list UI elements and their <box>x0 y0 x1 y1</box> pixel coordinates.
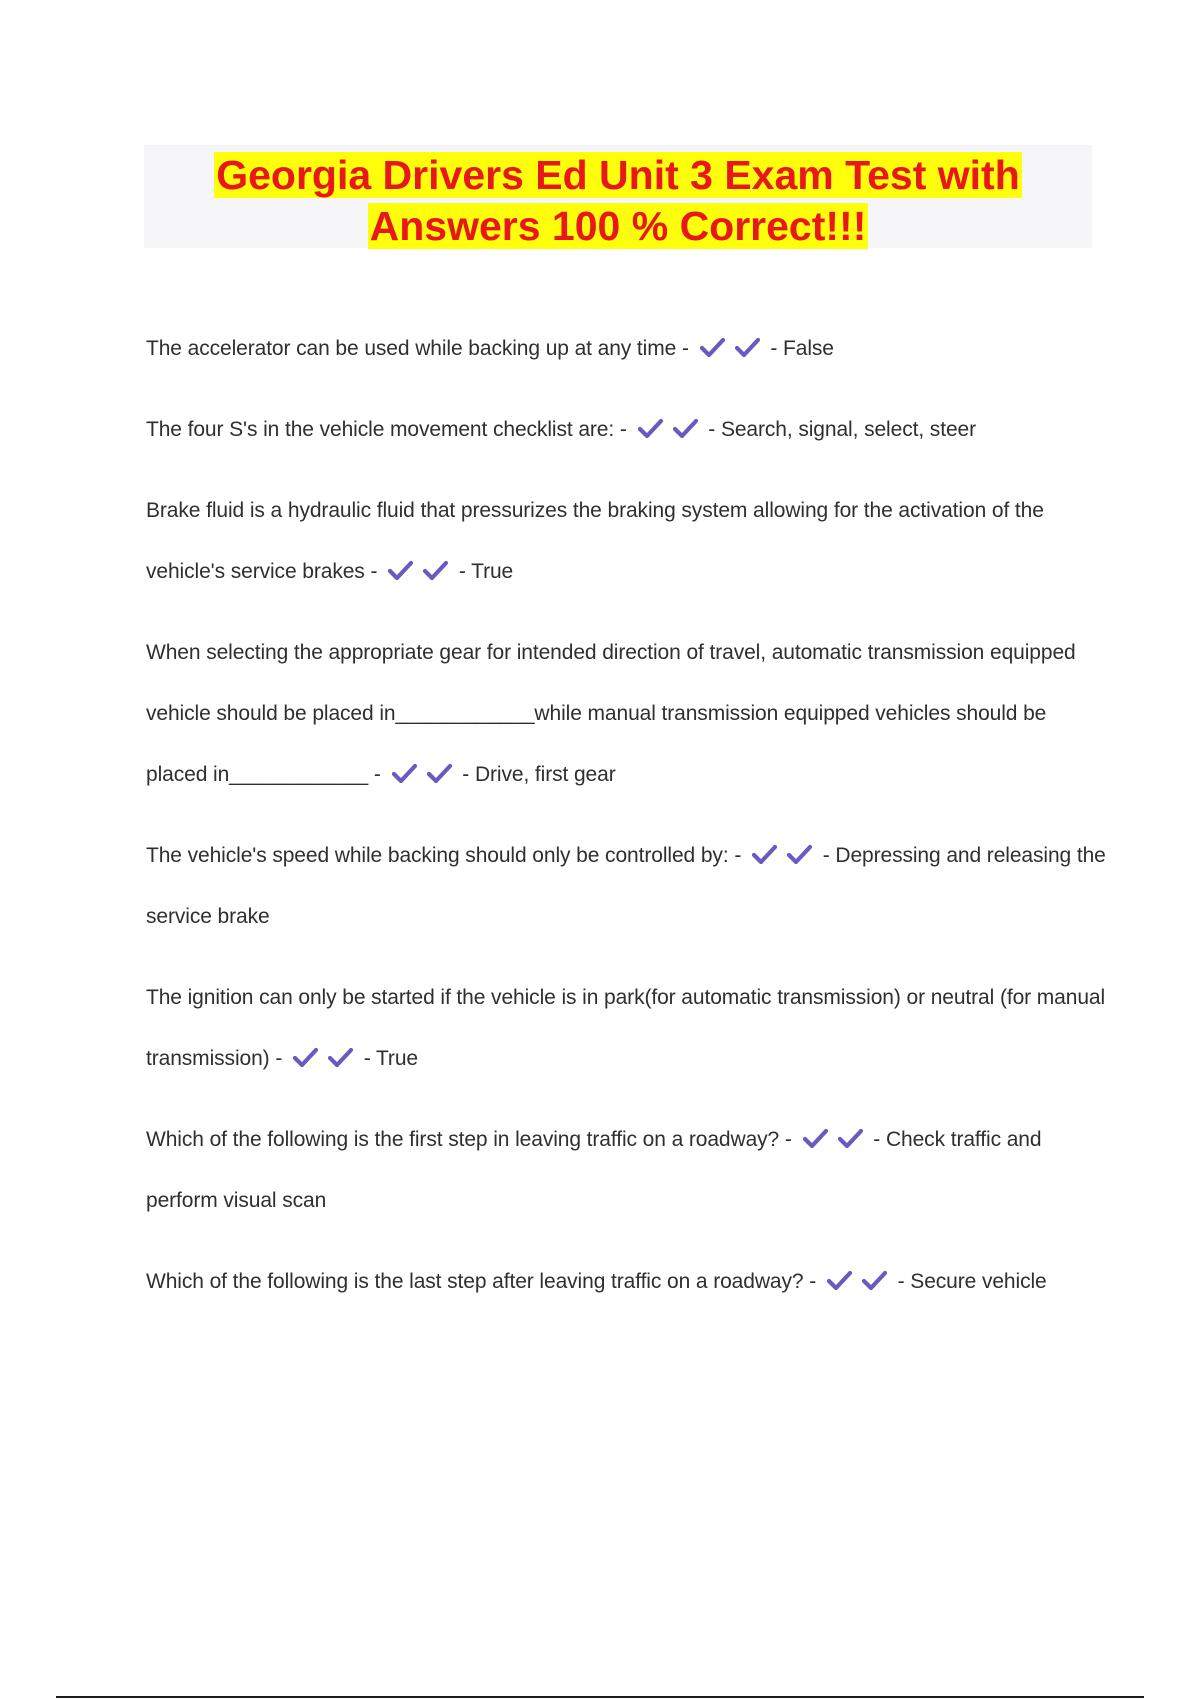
checkmark-icon <box>672 417 699 439</box>
question-text: The vehicle's speed while backing should only be controlled by: <box>146 844 729 867</box>
checkmark-icon <box>786 843 813 865</box>
checkmark-icon <box>826 1269 853 1291</box>
answer-text: False <box>783 337 834 360</box>
qa-item <box>146 399 1106 460</box>
separator: - <box>681 337 689 360</box>
answer-text: True <box>375 1047 418 1070</box>
qa-item <box>146 1251 1106 1312</box>
separator: - <box>734 844 742 867</box>
qa-item <box>146 622 1106 805</box>
checkmark-icon <box>292 1046 319 1068</box>
question-text: Which of the following is the first step in leaving traffic on a roadway? <box>146 1128 780 1151</box>
question-text: The four S's in the vehicle movement checklist are: <box>146 418 615 441</box>
question-text: Which of the following is the last step after leaving traffic on a roadway? <box>146 1270 804 1293</box>
checkmark-icon <box>637 417 664 439</box>
separator: - <box>275 1047 283 1070</box>
question-text: When selecting the appropriate gear for intended direction of travel, automatic transmission equipped vehicle should be placed in____________while manual transmission equipped vehicles should be placed in____________ <box>146 641 1076 786</box>
separator: - <box>822 844 830 867</box>
checkmark-icon <box>861 1269 888 1291</box>
footer-divider <box>56 1696 1144 1698</box>
separator: - <box>458 560 466 583</box>
title-line-2: Answers 100 % Correct!!! <box>369 203 867 249</box>
checkmark-icon <box>751 843 778 865</box>
separator: - <box>784 1128 792 1151</box>
separator: - <box>809 1270 817 1293</box>
separator: - <box>873 1128 881 1151</box>
answer-text: True <box>471 560 514 583</box>
qa-item <box>146 1109 1106 1231</box>
question-text: The ignition can only be started if the vehicle is in park(for automatic transmission) or neutral (for manual transmission) <box>146 986 1106 1070</box>
separator: - <box>363 1047 371 1070</box>
checkmark-icon <box>699 336 726 358</box>
title-banner <box>144 145 1092 248</box>
qa-item <box>146 967 1106 1089</box>
answer-text: Check traffic and perform visual scan <box>146 1128 1042 1212</box>
separator: - <box>770 337 778 360</box>
answer-text: Depressing and releasing the service brake <box>146 844 1106 928</box>
question-text: The accelerator can be used while backing up at any time <box>146 337 677 360</box>
checkmark-icon <box>422 559 449 581</box>
separator: - <box>370 560 378 583</box>
answer-text: Secure vehicle <box>910 1270 1047 1293</box>
separator: - <box>708 418 716 441</box>
separator: - <box>897 1270 905 1293</box>
question-answer-list <box>146 318 1106 1332</box>
checkmark-icon <box>426 762 453 784</box>
separator: - <box>462 763 470 786</box>
title-line-1: Georgia Drivers Ed Unit 3 Exam Test with <box>216 152 1020 198</box>
qa-item <box>146 480 1106 602</box>
answer-text: Drive, first gear <box>474 763 616 786</box>
checkmark-icon <box>327 1046 354 1068</box>
qa-item <box>146 318 1106 379</box>
qa-item <box>146 825 1106 947</box>
answer-text: Search, signal, select, steer <box>720 418 976 441</box>
checkmark-icon <box>387 559 414 581</box>
document-title <box>144 150 1092 252</box>
checkmark-icon <box>391 762 418 784</box>
separator: - <box>373 763 381 786</box>
question-text: Brake fluid is a hydraulic fluid that pressurizes the braking system allowing for the activation of the vehicle's service brakes <box>146 499 1044 583</box>
separator: - <box>619 418 627 441</box>
checkmark-icon <box>734 336 761 358</box>
checkmark-icon <box>802 1127 829 1149</box>
checkmark-icon <box>837 1127 864 1149</box>
